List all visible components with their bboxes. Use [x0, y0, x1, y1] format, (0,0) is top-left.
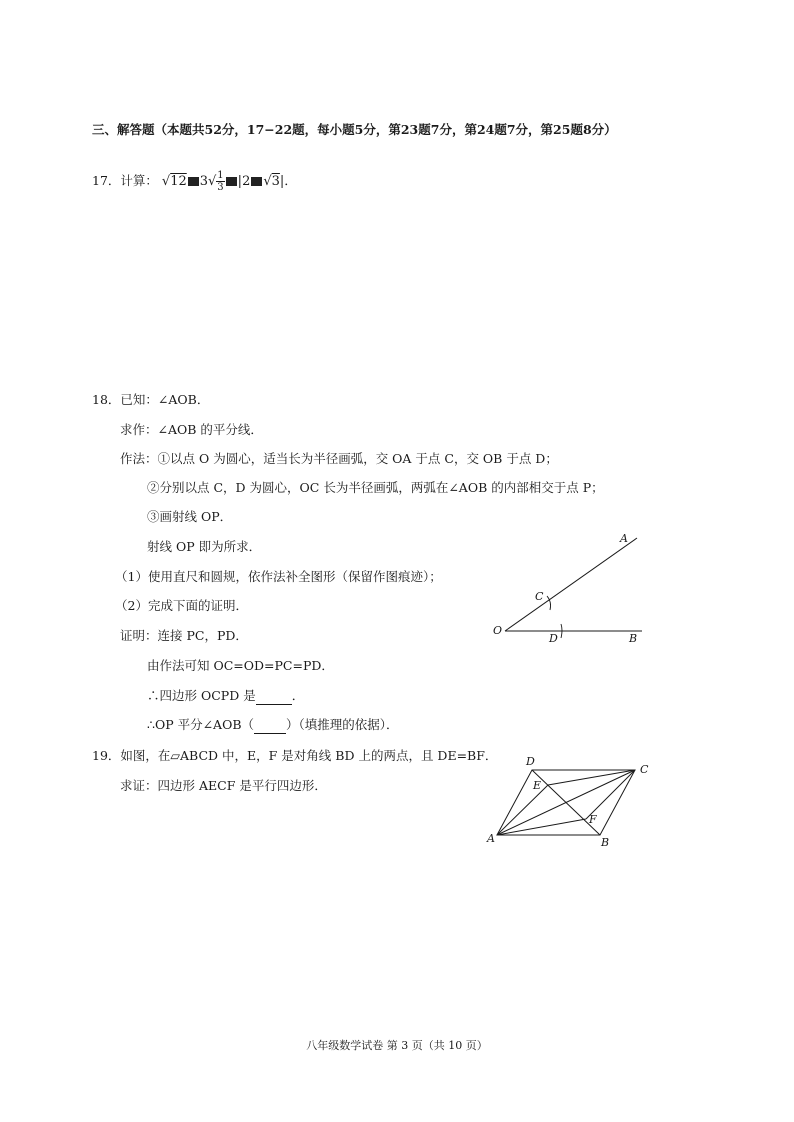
q18-given: 18．已知：∠AOB．: [92, 392, 210, 407]
q19-statement: 19．如图，在▱ABCD 中，E，F 是对角线 BD 上的两点，且 DE=BF．: [92, 748, 498, 763]
arc-at-c: [547, 596, 551, 610]
q19-prove: 求证：四边形 AECF 是平行四边形．: [120, 778, 327, 793]
ray-oa: [505, 538, 637, 631]
q17-expression: √12 3√ $\frac{1}{3}$ |2 √3|: [161, 170, 285, 193]
question-17: 17．计算： √12 3√ $\frac{1}{3}$ |2 √3|．: [92, 170, 297, 193]
q18-proof-1: 证明：连接 PC，PD．: [120, 628, 248, 643]
label-b: B: [629, 632, 638, 645]
q18-part-1: （1）使用直尺和圆规，依作法补全图形（保留作图痕迹）；: [115, 569, 442, 584]
label-c: C: [640, 763, 649, 776]
q18-method-4: 射线 OP 即为所求．: [147, 539, 262, 554]
garbled-glyph-icon: [226, 177, 237, 186]
label-a: A: [487, 832, 495, 845]
q18-proof-3: ∴四边形 OCPD 是 ．: [147, 688, 305, 703]
page-footer: 八年级数学试卷 第 3 页（共 10 页）: [306, 1039, 488, 1052]
q18-method-3: ③画射线 OP．: [147, 509, 233, 524]
diagonal-ac: [497, 770, 635, 835]
q18-part-2: （2）完成下面的证明．: [115, 598, 248, 613]
q18-task: 求作：∠AOB 的平分线．: [120, 422, 263, 437]
section-header: 三、解答题（本题共52分，17−22题，每小题5分，第23题7分，第24题7分，第25题8分）: [92, 122, 617, 137]
garbled-glyph-icon: [188, 177, 199, 186]
answer-blank[interactable]: [256, 688, 292, 705]
label-o: O: [493, 624, 503, 637]
q17-label: 17．计算：: [92, 173, 158, 188]
garbled-glyph-icon: [251, 177, 262, 186]
q18-angle-figure: [480, 528, 660, 648]
label-d: D: [549, 632, 558, 645]
label-e: E: [533, 779, 542, 792]
label-d: D: [526, 755, 535, 768]
label-c: C: [535, 590, 544, 603]
q18-proof-2: 由作法可知 OC=OD=PC=PD．: [147, 658, 334, 673]
q18-proof-4: ∴OP 平分∠AOB（ ）（填推理的依据）．: [147, 717, 399, 732]
q18-method-1: 作法：①以点 O 为圆心，适当长为半径画弧，交 OA 于点 C，交 OB 于点 D；: [120, 451, 558, 466]
q19-parallelogram-figure: [480, 750, 665, 850]
label-b: B: [601, 836, 610, 849]
label-f: F: [589, 813, 597, 826]
q18-method-2: ②分别以点 C，D 为圆心，OC 长为半径画弧，两弧在∠AOB 的内部相交于点 P；: [147, 480, 604, 495]
label-a: A: [620, 532, 628, 545]
answer-blank[interactable]: [254, 717, 286, 734]
